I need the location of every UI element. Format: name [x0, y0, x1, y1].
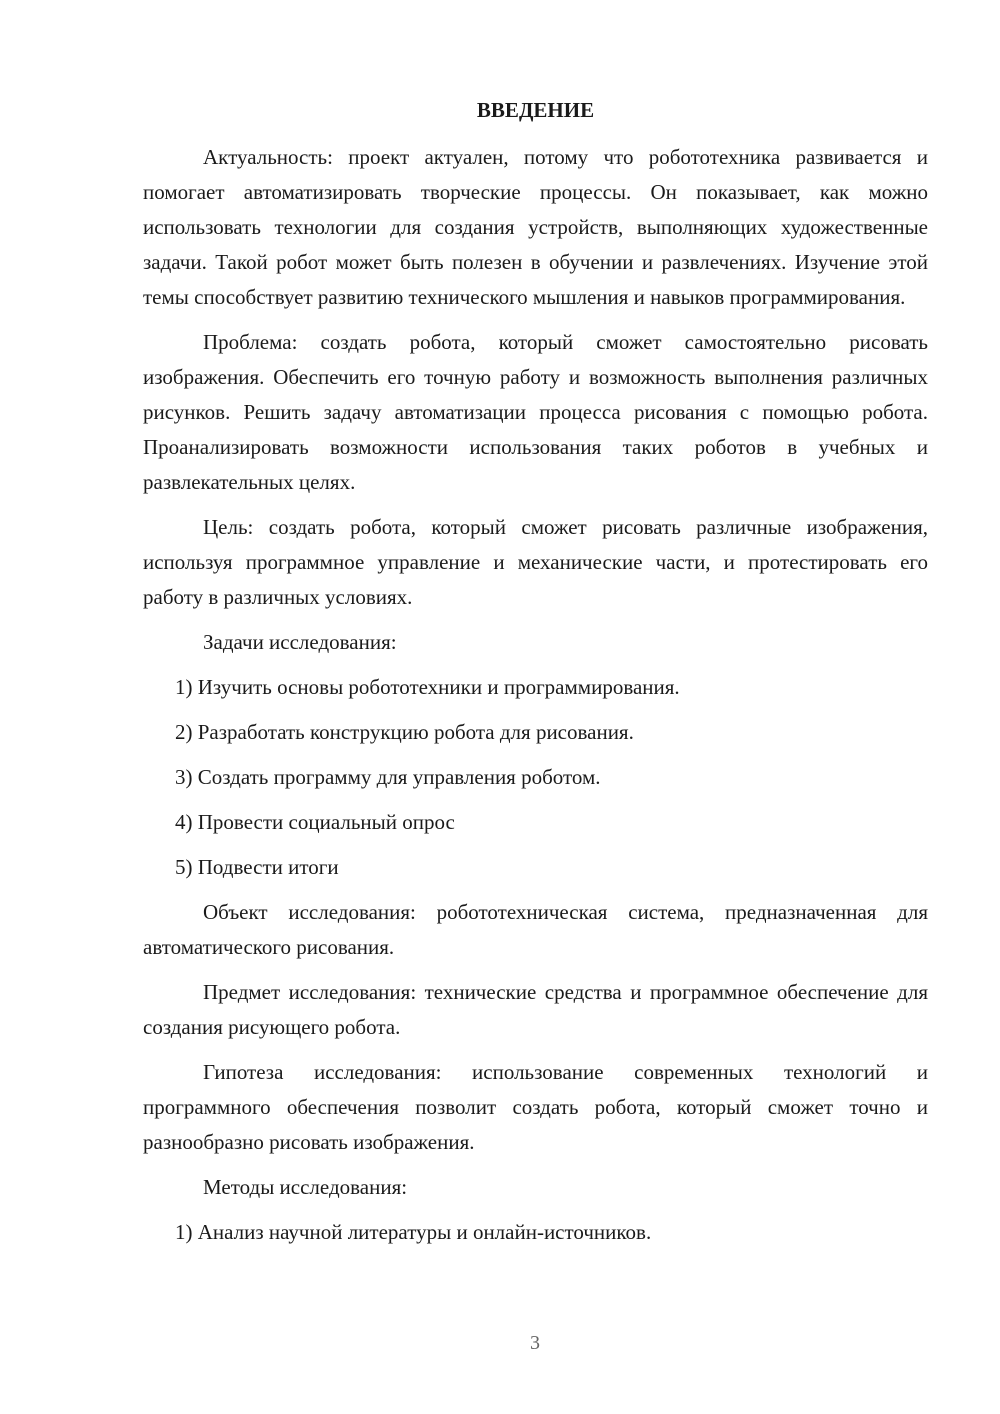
task-item: 4) Провести социальный опрос	[175, 810, 455, 834]
methods-title: Методы исследования:	[203, 1175, 408, 1199]
task-item: 2) Разработать конструкцию робота для рисования.	[175, 720, 634, 744]
paragraph-object: Объект исследования: робототехническая система, предназначенная для автоматического рисования.	[143, 900, 928, 959]
paragraph-relevance: Актуальность: проект актуален, потому что робототехника развивается и помогает автоматизировать творческие процессы. Он показывает, как можно использовать технологии для создания устройств, выполняющих художественные задачи. Такой робот может быть полезен в обучении и развлечениях. Изучение этой темы способствует развитию технического мышления и навыков программирования.	[143, 145, 928, 309]
section-heading: ВВЕДЕНИЕ	[476, 98, 595, 122]
paragraph-hypothesis: Гипотеза исследования: использование современных технологий и программного обеспечения позволит создать робота, который сможет точно и разнообразно рисовать изображения.	[143, 1060, 928, 1154]
method-item: 1) Анализ научной литературы и онлайн-источников.	[175, 1220, 652, 1244]
tasks-title: Задачи исследования:	[203, 630, 397, 654]
task-item: 1) Изучить основы робототехники и программирования.	[175, 675, 680, 699]
paragraph-goal: Цель: создать робота, который сможет рисовать различные изображения, используя программное управление и механические части, и протестировать его работу в различных условиях.	[143, 515, 928, 609]
page-number: 3	[530, 1332, 540, 1354]
paragraph-subject: Предмет исследования: технические средства и программное обеспечение для создания рисующего робота.	[143, 980, 928, 1039]
task-item: 5) Подвести итоги	[175, 855, 339, 879]
task-item: 3) Создать программу для управления роботом.	[175, 765, 601, 789]
document-page	[143, 94, 928, 1260]
paragraph-problem: Проблема: создать робота, который сможет самостоятельно рисовать изображения. Обеспечить его точную работу и возможность выполнения различных рисунков. Решить задачу автоматизации процесса рисования с помощью робота. Проанализировать возможности использования таких роботов в учебных и развлекательных целях.	[143, 330, 928, 494]
